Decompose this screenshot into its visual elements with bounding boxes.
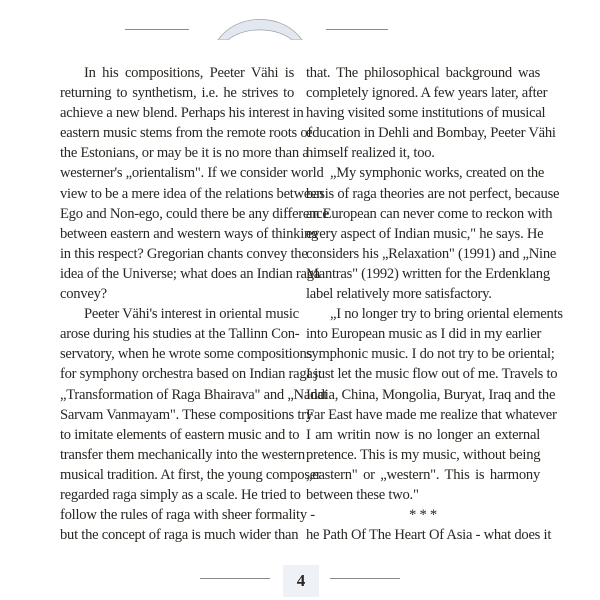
text-line: „eastern" or „western". This is harmony (306, 466, 540, 483)
text-line: musical tradition. At first, the young composer (60, 466, 321, 483)
text-line: In his compositions, Peeter Vähi is (84, 65, 294, 81)
text-line: arose during his studies at the Tallinn Con- (60, 326, 300, 343)
text-line: achieve a new blend. Perhaps his interest in (60, 105, 304, 122)
text-line: an European can never come to reckon with (306, 205, 553, 222)
text-line: between eastern and western ways of thinking (60, 225, 319, 242)
text-line: Peeter Vähi's interest in oriental music (84, 306, 299, 323)
text-line: to imitate elements of eastern music and to (60, 426, 300, 443)
text-line: education in Dehli and Bombay, Peeter Vähi (306, 125, 556, 142)
text-line: view to be a mere idea of the relations between (60, 185, 324, 202)
header-arc-ornament (212, 4, 308, 40)
left-column (60, 63, 329, 545)
text-line: „My symphonic works, created on the (330, 165, 545, 182)
text-line: every aspect of Indian music," he says. He (306, 225, 544, 242)
text-line: India, China, Mongolia, Buryat, Iraq and the (306, 386, 556, 403)
text-line: Mantras" (1992) written for the Erdenklang (306, 265, 550, 282)
text-line: himself realized it, too. (306, 145, 435, 162)
text-line: * * * (409, 507, 437, 524)
text-line: returning to synthetism, i.e. he strives to (60, 85, 294, 102)
text-line: I am writin now is no longer an external (306, 426, 540, 443)
text-line: convey? (60, 286, 107, 303)
text-line: „I no longer try to bring oriental elements (330, 306, 563, 323)
text-line: Far East have made me realize that whatever (306, 406, 557, 423)
header-rule-right (326, 29, 388, 30)
text-line: transfer them mechanically into the western (60, 446, 305, 463)
text-line: idea of the Universe; what does an Indian raga (60, 265, 321, 282)
text-line: completely ignored. A few years later, after (306, 85, 548, 102)
text-line: basis of raga theories are not perfect, because (306, 185, 560, 202)
text-line: eastern music stems from the remote roots of (60, 125, 313, 142)
text-line: but the concept of raga is much wider than (60, 527, 299, 544)
text-line: „Transformation of Raga Bhairava" and „Nadat (60, 386, 328, 403)
footer-rule-right (330, 578, 400, 579)
text-line: considers his „Relaxation" (1991) and „Nine (306, 245, 557, 262)
right-column (306, 63, 563, 545)
text-line: between these two." (306, 486, 419, 503)
text-line: regarded raga simply as a scale. He tried to (60, 486, 301, 503)
text-line: I just let the music flow out of me. Travels to (306, 366, 558, 383)
text-line: having visited some institutions of musical (306, 105, 546, 122)
text-line: he Path Of The Heart Of Asia - what does it (306, 527, 552, 544)
text-line: for symphony orchestra based on Indian ragas: (60, 366, 322, 383)
header-rule-left (125, 29, 189, 30)
text-line: symphonic music. I do not try to be oriental; (306, 346, 555, 363)
text-line: Ego and Non-ego, could there be any difference (60, 205, 329, 222)
text-line: label relatively more satisfactory. (306, 286, 492, 303)
text-line: westerner's „orientalism". If we consider world (60, 165, 324, 182)
page-number: 4 (283, 565, 319, 597)
text-line: that. The philosophical background was (306, 65, 540, 81)
text-line: the Estonians, or may be it is no more than a (60, 145, 309, 162)
text-line: into European music as I did in my earlier (306, 326, 542, 343)
text-line: servatory, when he wrote some compositions (60, 346, 312, 363)
text-line: in this respect? Gregorian chants convey the (60, 245, 308, 262)
footer-rule-left (200, 578, 270, 579)
text-line: follow the rules of raga with sheer formality - (60, 507, 315, 524)
text-line: Sarvam Vanmayam". These compositions try (60, 406, 313, 423)
text-line: pretence. This is my music, without being (306, 446, 541, 463)
